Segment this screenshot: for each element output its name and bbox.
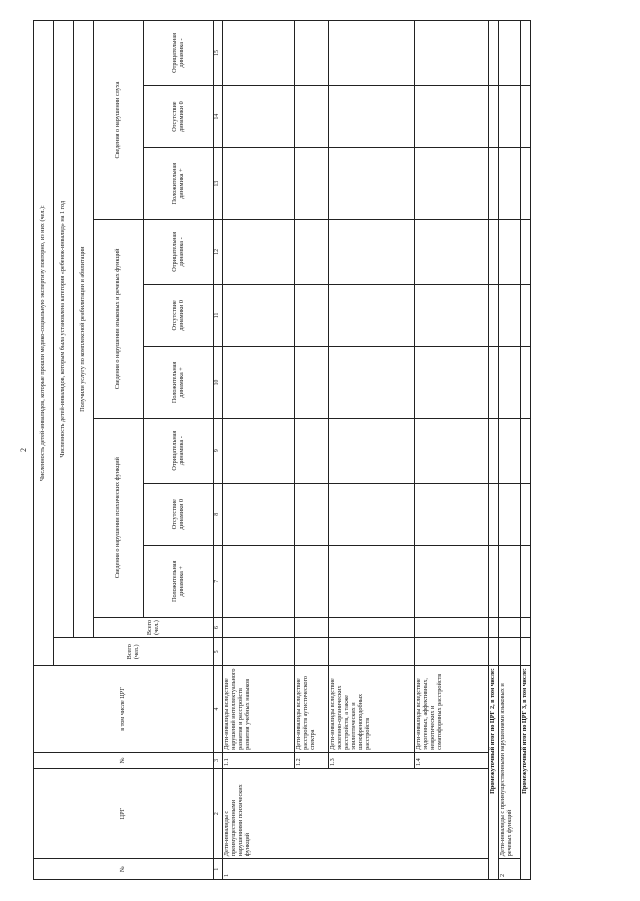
column-numbers-row [214,21,223,880]
col-total2-header: Всего (чел.) [94,617,214,638]
table-row [521,21,531,880]
row2-num: 2 [499,859,521,880]
col-number: 8 [214,483,223,545]
table-row [499,21,521,880]
col-sub-crg-header: в том числе ЦРГ [34,666,214,753]
row1-num: 1 [223,859,489,880]
table-row [329,21,415,880]
sub-text: Дети-инвалиды вследствие экзогенно-органических расстройств, а также эпилептических и шизофреноподобных расстройств [329,666,415,753]
sub-num: 1.1 [223,752,295,768]
hearing-neg: Отрицательная динамика - [144,21,214,86]
sub-text: Дети-инвалиды вследствие расстройств аутистического спектра [295,666,329,753]
sub-num: 1.2 [295,752,329,768]
col-number: 13 [214,148,223,220]
title-one-year: Численность детей-инвалидов, которым была установлена категория «ребенок-инвалид» на 1 год [54,21,74,638]
col-number: 3 [214,752,223,768]
col-number: 5 [214,638,223,666]
row2-crg: Дети-инвалиды с преимущественными нарушениями языковых и речевых функций [499,666,521,859]
col-crg-header: ЦРГ [34,769,214,859]
col-number: 14 [214,85,223,147]
col-total-header: Всего (чел.) [54,638,214,666]
page-number: 2 [19,448,28,452]
group-psych: Сведения о нарушении психических функций [94,418,144,617]
table-row [415,21,489,880]
col-number: 9 [214,418,223,483]
col-number: 10 [214,347,223,419]
col-number: 11 [214,284,223,346]
speech-neg: Отрицательная динамика - [144,219,214,284]
table-row [489,21,499,880]
speech-pos: Положительная динамика + [144,347,214,419]
speech-none: Отсутствие динамики 0 [144,284,214,346]
sub-text: Дети-инвалиды вследствие нарушений интеллектуального развития и расстройств развития учебных навыков [223,666,295,753]
col-number: 7 [214,545,223,617]
col-subnum-header: № [34,752,214,768]
psych-neg: Отрицательная динамика - [144,418,214,483]
col-number: 15 [214,21,223,86]
sub-num: 1.4 [415,752,489,768]
table-row [223,21,295,880]
col-number: 6 [214,617,223,638]
hearing-none: Отсутствие динамики 0 [144,85,214,147]
col-number: 12 [214,219,223,284]
subtotal-crg3: Промежуточный итог по ЦРГ 3, в том числе: [521,666,531,880]
group-speech: Сведения о нарушении языковых и речевых функций [94,219,144,418]
sub-num: 1.3 [329,752,415,768]
table-row [295,21,329,880]
title-rehab: Получили услугу по комплексной реабилитации и абилитации [74,21,94,638]
rotated-sheet [19,20,619,880]
hearing-pos: Положительная динамика + [144,148,214,220]
sub-text: Дети-инвалиды вследствие эндогенных, аффективных, невротических и соматоформных расстройств [415,666,489,753]
title-reexamined: Численность детей-инвалидов, которые прошли медико-социальную экспертизу повторно, из них (чел.): [34,21,54,666]
col-number: 2 [214,769,223,859]
col-num-header: № [34,859,214,880]
subtotal-crg2: Промежуточный итог по ЦРГ 2, в том числе: [489,666,499,880]
col-number: 4 [214,666,223,753]
psych-pos: Положительная динамика + [144,545,214,617]
report-table [33,20,531,880]
col-number: 1 [214,859,223,880]
psych-none: Отсутствие динамики 0 [144,483,214,545]
group-hearing: Сведения о нарушении слуха [94,21,144,220]
row1-crg: Дети-инвалиды с преимущественными нарушениями психических функций [223,769,489,859]
